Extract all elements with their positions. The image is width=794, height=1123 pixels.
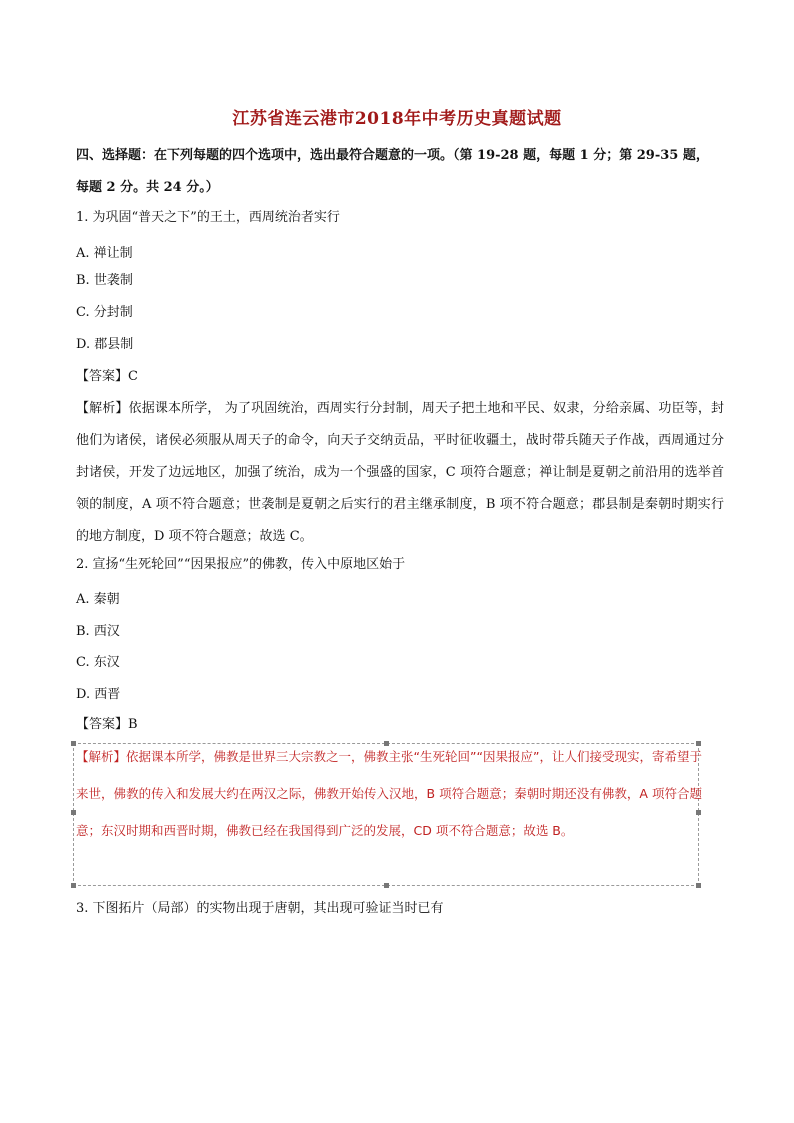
question-2-option-a: A. 秦朝 — [76, 592, 120, 607]
question-1-stem: 1. 为巩固“普天之下”的王土，西周统治者实行 — [76, 210, 340, 225]
question-1-option-d: D. 郡县制 — [76, 337, 134, 352]
resize-handle-bottom-right[interactable] — [696, 883, 701, 888]
question-1-option-c: C. 分封制 — [76, 305, 133, 320]
question-2-stem: 2. 宣扬“生死轮回”“因果报应”的佛教，传入中原地区始于 — [76, 557, 406, 572]
section-instruction-line2: 每题 2 分。共 24 分。） — [76, 180, 219, 195]
question-3-stem: 3. 下图拓片（局部）的实物出现于唐朝，其出现可验证当时已有 — [76, 901, 444, 916]
question-2-option-b: B. 西汉 — [76, 624, 120, 639]
question-1-answer: 【答案】C — [76, 369, 138, 384]
question-2-analysis[interactable]: 【解析】依据课本所学，佛教是世界三大宗教之一，佛教主张“生死轮回”“因果报应”，让人们接受现实，寄希望于来世，佛教的传入和发展大约在两汉之际，佛教开始传入汉地，B 项符合题意；秦朝时期还没有佛教，A 项符合题意；东汉时期和西晋时期，佛教已经在我国得到广泛的发展，CD 项不符合题意；故选 B。 — [76, 749, 702, 838]
section-instruction-line1: 四、选择题：在下列每题的四个选项中，选出最符合题意的一项。（第 19-28 题，每题 1 分；第 29-35 题， — [76, 148, 709, 163]
question-1-option-b: B. 世袭制 — [76, 273, 133, 288]
question-2-answer: 【答案】B — [76, 717, 138, 732]
resize-handle-bottom-center[interactable] — [384, 883, 389, 888]
page-title: 江苏省连云港市2018年中考历史真题试题 — [232, 109, 562, 129]
question-1-option-a: A. 禅让制 — [76, 246, 133, 261]
question-2-option-d: D. 西晋 — [76, 687, 121, 702]
question-1-analysis: 【解析】依据课本所学， 为了巩固统治，西周实行分封制，周天子把土地和平民、奴隶，分给亲属、功臣等，封他们为诸侯，诸侯必须服从周天子的命令，向天子交纳贡品，平时征收疆土，战时带兵随天子作战，西周通过分封诸侯，开发了边远地区，加强了统治，成为一个强盛的国家，C 项符合题意；禅让制是夏朝之前沿用的选举首领的制度，A 项不符合题意；世袭制是夏朝之后实行的君主继承制度，B 项不符合题意；郡县制是秦朝时期实行的地方制度，D 项不符合题意；故选 C。 — [76, 401, 724, 544]
question-2-option-c: C. 东汉 — [76, 655, 120, 670]
resize-handle-bottom-left[interactable] — [71, 883, 76, 888]
